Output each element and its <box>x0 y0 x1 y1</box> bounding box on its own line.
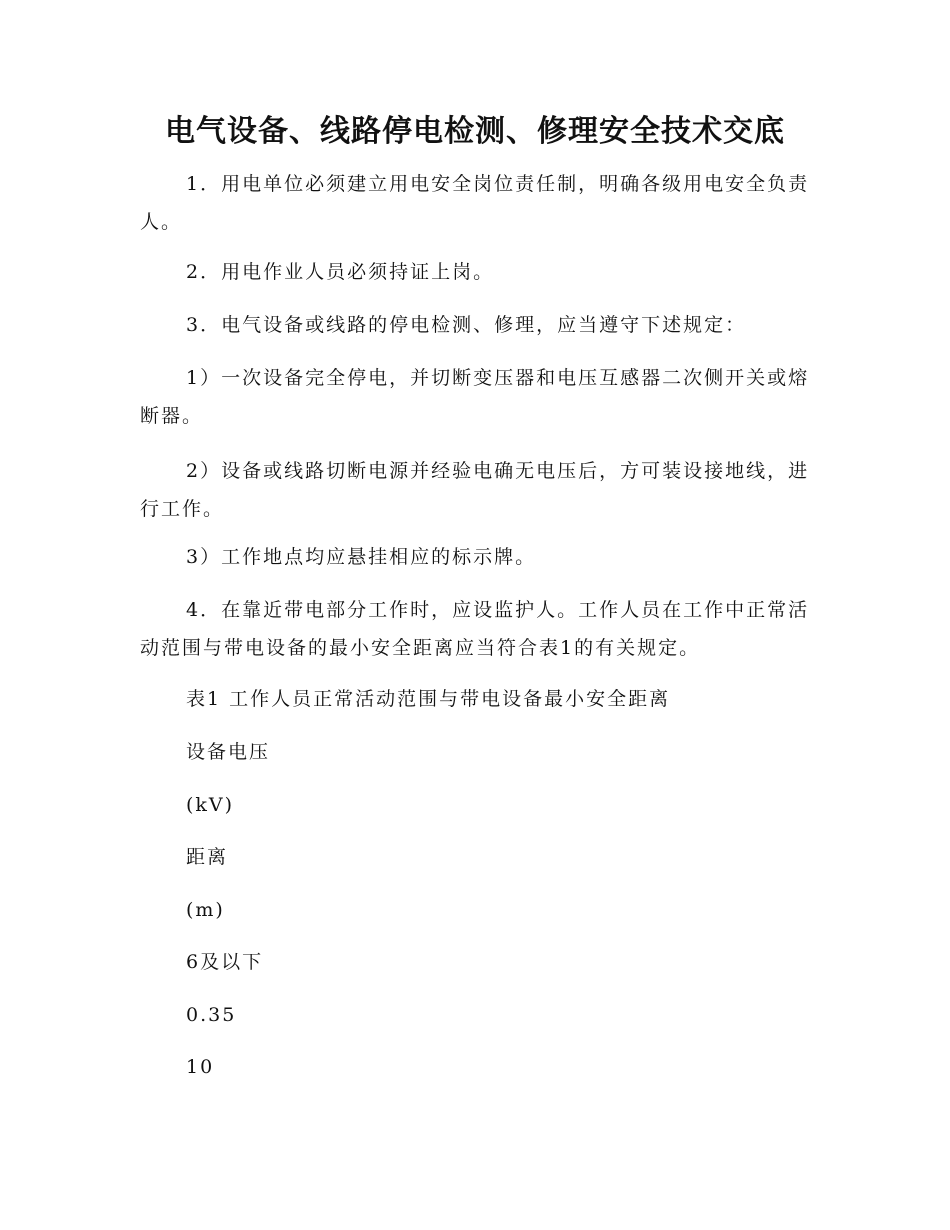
paragraph-3-3: 3）工作地点均应悬挂相应的标示牌。 <box>186 546 537 568</box>
document-title: 电气设备、线路停电检测、修理安全技术交底 <box>165 114 785 149</box>
paragraph-3-2: 2）设备或线路切断电源并经验电确无电压后，方可装设接地线，进行工作。 <box>140 460 810 520</box>
table-cell: (m) <box>186 899 225 921</box>
table-cell: (kV) <box>186 794 235 816</box>
table-caption: 表1 工作人员正常活动范围与带电设备最小安全距离 <box>186 688 671 710</box>
table-cell: 0.35 <box>186 1004 237 1026</box>
table-cell: 设备电压 <box>186 741 271 763</box>
paragraph-4: 4．在靠近带电部分工作时，应设监护人。工作人员在工作中正常活动范围与带电设备的最小安全距离应当符合表1的有关规定。 <box>140 599 810 659</box>
paragraph-3-1: 1）一次设备完全停电，并切断变压器和电压互感器二次侧开关或熔断器。 <box>140 367 810 427</box>
table-cell: 距离 <box>186 846 229 868</box>
table-cell: 10 <box>186 1056 215 1078</box>
table-cell: 6及以下 <box>186 951 264 973</box>
paragraph-1: 1．用电单位必须建立用电安全岗位责任制，明确各级用电安全负责人。 <box>140 173 810 233</box>
paragraph-2: 2．用电作业人员必须持证上岗。 <box>186 261 495 283</box>
paragraph-3: 3．电气设备或线路的停电检测、修理，应当遵守下述规定： <box>186 314 747 336</box>
